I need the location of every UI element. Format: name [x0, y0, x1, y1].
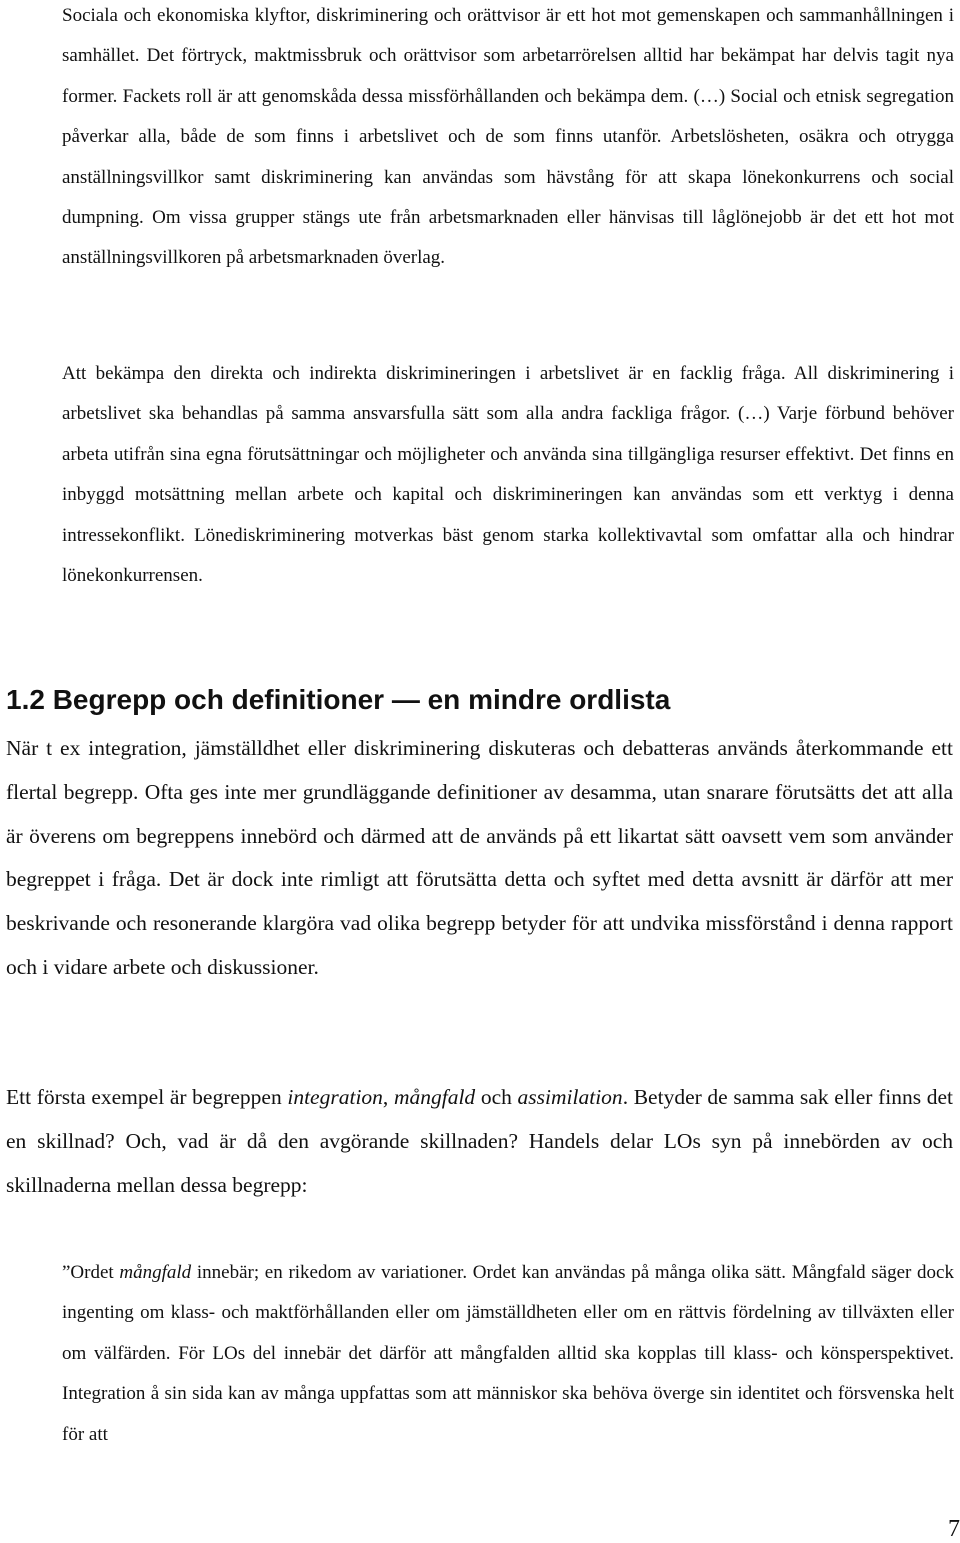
section-heading: 1.2 Begrepp och definitioner — en mindre ordlista: [6, 684, 671, 715]
term-mangfald: mångfald: [119, 1262, 192, 1283]
quote-paragraph-union-question: Att bekämpa den direkta och indirekta diskrimineringen i arbetslivet är en facklig fråga. All diskriminering i arbetslivet ska behandlas på samma ansvarsfulla sätt som alla andra fackliga frågor. (…) Varje förbund behöver arbeta utifrån sina egna förutsättningar och möjligheter och använda sina tillgängliga resurser effektivt. Det finns en inbyggd motsättning mellan arbete och kapital och diskrimineringen kan användas som ett verktyg i denna intressekonflikt. Lönediskriminering motverkas bäst genom starka kollektivavtal som omfattar alla och hindrar lönekonkurrensen.: [62, 363, 954, 587]
body-paragraph-concepts: När t ex integration, jämställdhet eller diskriminering diskuteras och debatteras används återkommande ett flertal begrepp. Ofta ges inte mer grundläggande definitioner av desamma, utan snarare förutsätts det att alla är överens om begreppens innebörd och därmed att de används på ett likartat sätt oavsett vem som använder begreppet i fråga. Det är dock inte rimligt att förutsätta detta och syftet med detta avsnitt är därför att mer beskrivande och resonerande klargöra vad olika begrepp betyder för att undvika missförstånd i denna rapport och i vidare arbete och diskussioner.: [6, 736, 953, 979]
quote-paragraph-discrimination-threat: Sociala och ekonomiska klyftor, diskriminering och orättvisor är ett hot mot gemenskapen och sammanhållningen i samhället. Det förtryck, maktmissbruk och orättvisor som arbetarrörelsen alltid har bekämpat har delvis tagit nya former. Fackets roll är att genomskåda dessa missförhållanden och bekämpa dem. (…) Social och etnisk segregation påverkar alla, både de som finns i arbetslivet och de som finns utanför. Arbetslösheten, osäkra och otrygga anställningsvillkor samt diskriminering kan användas som hävstång för att skapa lönekonkurrens och social dumpning. Om vissa grupper stängs ute från arbetsmarknaden eller hänvisas till låglönejobb är det ett hot mot anställningsvillkoren på arbetsmarknaden överlag.: [62, 5, 954, 269]
page-number: 7: [948, 1516, 960, 1542]
text-segment: ”Ordet: [62, 1262, 120, 1283]
quote-paragraph-lo-definition: [62, 1253, 954, 1455]
text-segment: Ett första exempel är begreppen: [6, 1085, 288, 1109]
term-mangfald: mångfald: [393, 1085, 476, 1109]
term-integration: integration: [287, 1085, 383, 1109]
text-segment: och: [475, 1085, 518, 1109]
term-assimilation: assimilation: [517, 1085, 623, 1109]
text-segment: . Betyder de samma sak eller finns det en skillnad? Och, vad är då den avgörande skillnaden? Handels delar LOs syn på innebörden av och skillnaderna mellan dessa begrepp:: [6, 1085, 953, 1197]
body-paragraph-integration-example: [6, 1076, 953, 1207]
text-segment: innebär; en rikedom av variationer. Ordet kan användas på många olika sätt. Mångfald säger dock ingenting om klass- och maktförhållanden eller om jämställdheten eller om en rättvis fördelning av tillväxten eller om välfärden. För LOs del innebär det därför att mångfalden alltid ska kopplas till klass- och könsperspektivet. Integration å sin sida kan av många uppfattas som att människor ska behöva överge sin identitet och försvenska helt för att: [62, 1262, 954, 1445]
text-segment: ,: [382, 1085, 394, 1109]
